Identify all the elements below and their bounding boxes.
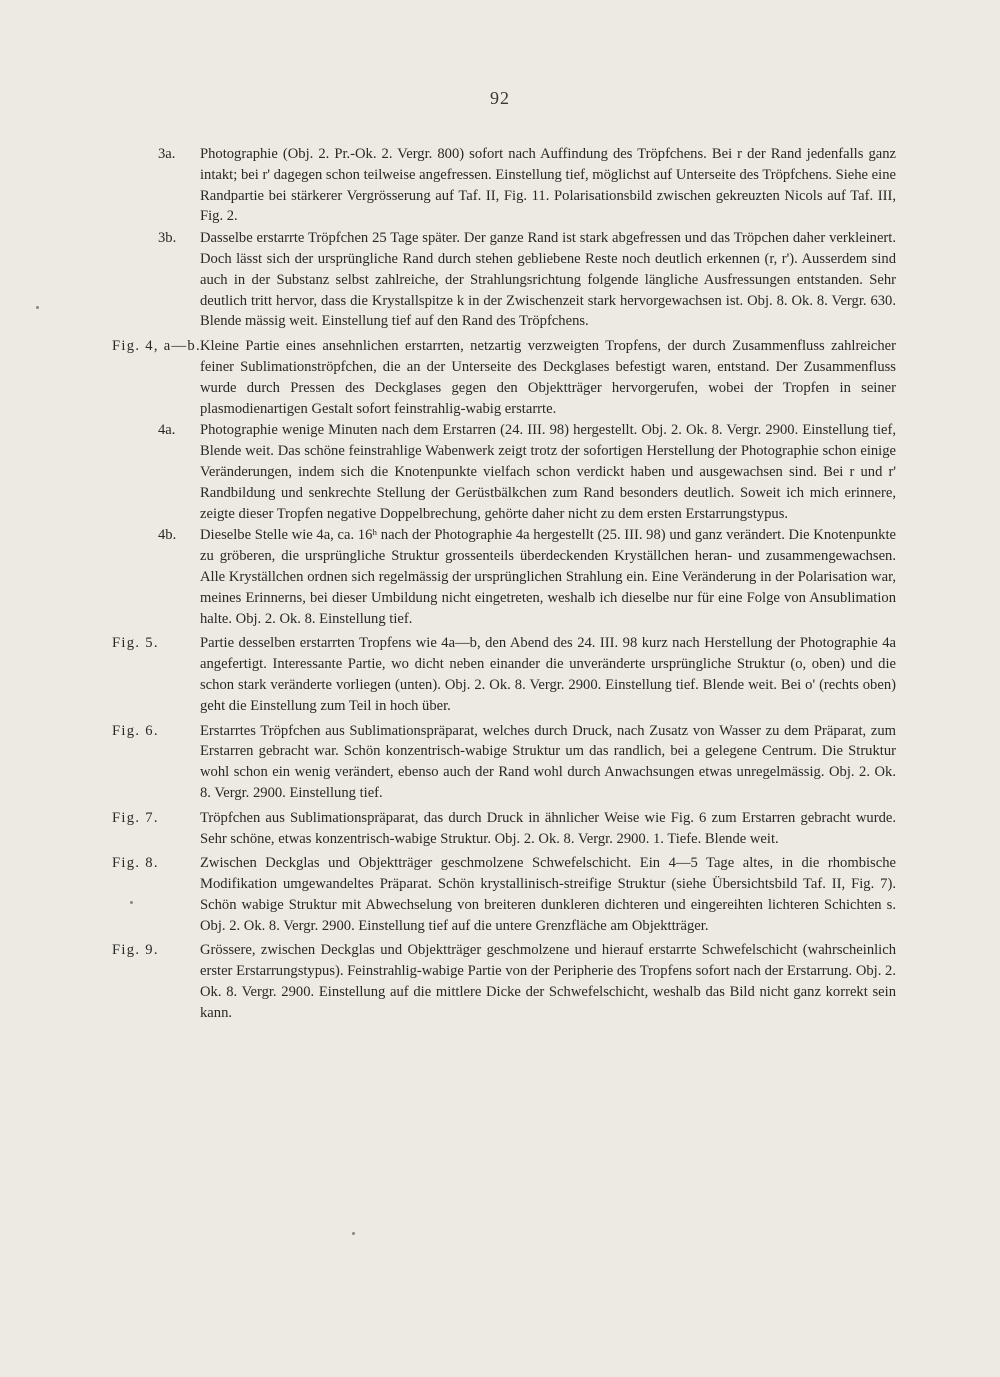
caption-text: Tröpfchen aus Sublimationspräparat, das durch Druck in ähnlicher Weise wie Fig. 6 zum Erstarren gebracht wurde. Sehr schöne, etwas konzentrisch-wabige Struktur. Obj. 2. Ok. 8. Vergr. 2900. 1. Tiefe. Blende weit. [200,809,896,847]
caption-label: Fig. 8. [112,855,159,872]
caption-label: 4a. [158,422,176,439]
caption-4a [112,420,896,524]
caption-label: 3b. [158,230,177,247]
caption-text: Grössere, zwischen Deckglas und Objektträger geschmolzene und hierauf erstarrte Schwefelschicht (wahrscheinlich erster Erstarrungstypus). Feinstrahlig-wabige Partie von der Peripherie des Tropfens sofort nach der Erstarrung. Obj. 2. Ok. 8. Vergr. 2900. Einstellung auf die mittlere Dicke der Schwefelschicht, weshalb das Bild nicht ganz korrekt sein kann. [200,942,896,1021]
caption-text: Erstarrtes Tröpfchen aus Sublimationspräparat, welches durch Druck, nach Zusatz von Wasser zu dem Präparat, zum Erstarren gebracht war. Schön konzentrisch-wabige Struktur um das randlich, bei a gelegene Centrum. Die Struktur wohl schon ein wenig verändert, ebenso auch der Rand wohl durch Anwachsungen etwas unregelmässig. Obj. 2. Ok. 8. Vergr. 2900. Einstellung tief. [200,722,896,801]
caption-label: Fig. 5. [112,635,159,652]
caption-3a [112,144,896,227]
figure-captions [112,144,896,1025]
caption-fig-9 [112,940,896,1023]
caption-text: Photographie wenige Minuten nach dem Erstarren (24. III. 98) hergestellt. Obj. 2. Ok. 8. Vergr. 2900. Einstellung tief, Blende weit. Das schöne feinstrahlige Wabenwerk zeigt trotz der sofortigen Herstellung der Photographie schon einige Veränderungen, indem sich die Knotenpunkte vielfach schon verdickt haben und ausgewachsen sind. Bei r und r' Randbildung und senkrechte Stellung der Gerüstbälkchen zum Rand besonders deutlich. Soweit ich mich erinnere, zeigte dieser Tropfen negative Doppelbrechung, gehörte daher nicht zu dem ersten Erstarrungstypus. [200,422,896,522]
caption-3b [112,228,896,332]
caption-4b [112,525,896,629]
caption-fig-7 [112,808,896,850]
caption-text: Dasselbe erstarrte Tröpfchen 25 Tage später. Der ganze Rand ist stark abgefressen und das Tröpchen daher verkleinert. Doch lässt sich der ursprüngliche Rand durch stehen gebliebene Reste noch deutlich erkennen (r, r'). Ausserdem sind auch in der Substanz selbst zahlreiche, der Strahlungsrichtung folgende längliche Ausfressungen entstanden. Sehr deutlich tritt hervor, dass die Krystallspitze k in der Zwischenzeit stark hervorgewachsen ist. Obj. 8. Ok. 8. Vergr. 630. Blende mässig weit. Einstellung tief auf den Rand des Tröpfchens. [200,230,896,330]
caption-label: Fig. 7. [112,809,159,826]
paper-speck [36,306,39,309]
caption-label: Fig. 6. [112,722,159,739]
caption-label: Fig. 4, a—b. [112,338,201,355]
caption-label: Fig. 9. [112,942,159,959]
caption-text: Kleine Partie eines ansehnlichen erstarrten, netzartig verzweigten Tropfens, der durch Zusammenfluss zahlreicher feiner Sublimationströpfchen, die an der Unterseite des Deckglases befestigt waren, entstand. Der Zusammenfluss wurde durch Pressen des Deckglases gegen den Objektträger hervorgerufen, wobei der Tropfen in seiner plasmodienartigen Gestalt sofort feinstrahlig-wabig erstarrte. [200,338,896,417]
caption-label: 4b. [158,527,177,544]
page-number: 92 [490,88,510,108]
paper-speck [352,1232,355,1235]
caption-text: Photographie (Obj. 2. Pr.-Ok. 2. Vergr. 800) sofort nach Auffindung des Tröpfchens. Bei r der Rand jedenfalls ganz intakt; bei r' dagegen schon teilweise angefressen. Einstellung tief, möglichst auf Unterseite des Tröpfchens. Siehe eine Randpartie bei stärkerer Vergrösserung auf Taf. II, Fig. 11. Polarisationsbild zwischen gekreuzten Nicols auf Taf. III, Fig. 2. [200,146,896,225]
caption-fig-4 [112,336,896,419]
caption-text: Dieselbe Stelle wie 4a, ca. 16ʰ nach der Photographie 4a hergestellt (25. III. 98) und ganz verändert. Die Knotenpunkte zu gröberen, die ursprüngliche Struktur grossenteils überdeckenden Kryställchen heran- und zusammengewachsen. Alle Kryställchen ordnen sich regelmässig der ursprünglichen Strahlung ein. Eine Veränderung in der Polarisation war, meines Erinnerns, bei dieser Umbildung nicht eingetreten, weshalb ich dieselbe nur für eine Folge von Ansublimation halte. Obj. 2. Ok. 8. Einstellung tief. [200,527,896,627]
caption-text: Partie desselben erstarrten Tropfens wie 4a—b, den Abend des 24. III. 98 kurz nach Herstellung der Photographie 4a angefertigt. Interessante Partie, wo dicht neben einander die unveränderte ursprüngliche Struktur (o, oben) und die schon stark veränderte vorliegen (unten). Obj. 2. Ok. 8. Vergr. 2900. Einstellung tief. Blende weit. Bei o' (rechts oben) geht die Einstellung zum Teil in hoch über. [200,635,896,714]
caption-label: 3a. [158,146,176,162]
paper-speck [130,901,133,904]
caption-fig-6 [112,721,896,804]
caption-text: Zwischen Deckglas und Objektträger geschmolzene Schwefelschicht. Ein 4—5 Tage altes, in die rhombische Modifikation umgewandeltes Präparat. Schön krystallinisch-streifige Struktur (siehe Übersichtsbild Taf. II, Fig. 7). Schön wabige Struktur mit Abwechselung von breiteren dunkleren dichteren und eingereihten lichteren Schichten s. Obj. 2. Ok. 8. Vergr. 2900. Einstellung tief auf die untere Grenzfläche am Objektträger. [200,855,896,934]
caption-fig-8 [112,853,896,936]
caption-fig-5 [112,633,896,716]
